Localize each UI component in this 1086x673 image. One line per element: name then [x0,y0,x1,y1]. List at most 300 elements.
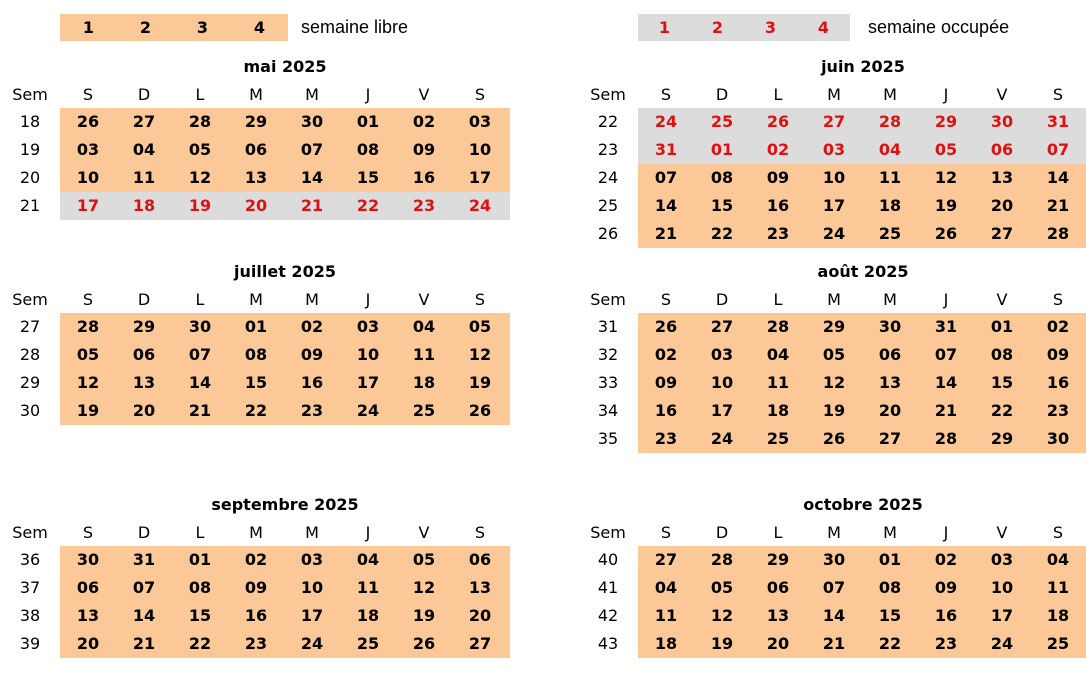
day-cell: 29 [132,317,156,336]
day-cell: 07 [1046,140,1070,159]
day-cell: 12 [412,578,436,597]
day-cell: 27 [710,317,734,336]
day-cell: 08 [710,168,734,187]
week-row [578,192,1086,220]
week-number: 42 [597,606,619,625]
day-header: M [883,85,897,104]
day-cell: 29 [822,317,846,336]
day-cell: 20 [244,196,268,215]
week-row [578,546,1086,574]
day-header: D [715,85,729,104]
week-row [578,313,1086,341]
week-column-header: Sem [12,290,48,309]
day-cell: 03 [468,112,492,131]
week-number: 23 [597,140,619,159]
day-cell: 03 [822,140,846,159]
day-cell: 16 [934,606,958,625]
day-cell: 25 [1046,634,1070,653]
day-cell: 31 [132,550,156,569]
day-cell: 13 [990,168,1014,187]
day-cell: 21 [654,224,678,243]
day-cell: 02 [934,550,958,569]
day-cell: 30 [300,112,324,131]
day-cell: 31 [934,317,958,336]
week-number: 41 [597,578,619,597]
day-cell: 23 [654,429,678,448]
day-cell: 06 [878,345,902,364]
day-cell: 19 [934,196,958,215]
day-cell: 04 [766,345,790,364]
day-cell: 05 [822,345,846,364]
day-cell: 24 [300,634,324,653]
day-header: S [1052,290,1064,309]
day-cell: 18 [766,401,790,420]
day-header: S [1052,523,1064,542]
day-cell: 16 [766,196,790,215]
day-header: V [996,523,1008,542]
day-cell: 22 [356,196,380,215]
day-cell: 26 [468,401,492,420]
week-row [0,108,510,136]
day-cell: 19 [822,401,846,420]
day-cell: 10 [356,345,380,364]
day-cell: 30 [878,317,902,336]
day-header: L [195,523,205,542]
week-number: 31 [597,317,619,336]
day-cell: 27 [990,224,1014,243]
day-cell: 30 [822,550,846,569]
day-cell: 08 [356,140,380,159]
day-cell: 10 [468,140,492,159]
day-cell: 11 [1046,578,1070,597]
day-header-row [578,81,1086,109]
day-header: J [365,290,371,309]
day-cell: 11 [878,168,902,187]
day-cell: 28 [878,112,902,131]
day-cell: 17 [990,606,1014,625]
week-days-free [638,574,1086,602]
day-cell: 01 [878,550,902,569]
day-cell: 22 [990,401,1014,420]
legend-free-label: semaine libre [301,17,409,37]
week-row [578,108,1086,136]
day-cell: 20 [468,606,492,625]
day-cell: 11 [766,373,790,392]
week-number: 40 [597,550,619,569]
day-cell: 31 [1046,112,1070,131]
day-cell: 07 [132,578,156,597]
day-cell: 22 [244,401,268,420]
week-days-free [60,546,510,574]
day-cell: 14 [654,196,678,215]
day-cell: 23 [766,224,790,243]
day-header: M [883,290,897,309]
day-cell: 12 [934,168,958,187]
day-cell: 14 [188,373,212,392]
day-cell: 15 [188,606,212,625]
day-cell: 12 [76,373,100,392]
day-cell: 27 [468,634,492,653]
legend-busy-label: semaine occupée [868,17,1010,37]
day-header: V [418,290,430,309]
day-cell: 24 [468,196,492,215]
day-cell: 02 [766,140,790,159]
week-row [0,313,510,341]
day-cell: 13 [468,578,492,597]
day-cell: 18 [412,373,436,392]
week-row [0,136,510,164]
day-header: V [996,85,1008,104]
day-cell: 01 [244,317,268,336]
day-cell: 27 [822,112,846,131]
day-cell: 15 [244,373,268,392]
day-header: S [660,290,672,309]
day-header: D [715,523,729,542]
week-row [0,192,510,220]
day-cell: 11 [356,578,380,597]
week-row [578,630,1086,658]
week-days-busy [638,108,1086,136]
week-row [578,602,1086,630]
day-cell: 12 [468,345,492,364]
day-cell: 02 [244,550,268,569]
day-header: S [474,290,486,309]
day-cell: 03 [300,550,324,569]
day-header: J [365,523,371,542]
day-cell: 09 [1046,345,1070,364]
week-row [0,341,510,369]
legend-free-num: 2 [139,18,152,37]
day-header: V [418,85,430,104]
day-cell: 14 [822,606,846,625]
week-row [0,369,510,397]
day-cell: 21 [132,634,156,653]
day-cell: 06 [766,578,790,597]
week-days-busy [60,192,510,220]
day-header: M [305,290,319,309]
day-cell: 10 [76,168,100,187]
week-number: 27 [19,317,41,336]
day-cell: 28 [710,550,734,569]
day-cell: 07 [188,345,212,364]
week-number: 30 [19,401,41,420]
day-cell: 19 [710,634,734,653]
week-number: 25 [597,196,619,215]
week-days-free [638,313,1086,341]
day-cell: 26 [766,112,790,131]
day-header: M [249,290,263,309]
month-title: juillet 2025 [234,262,336,281]
day-header: D [137,523,151,542]
week-days-free [638,397,1086,425]
week-number: 43 [597,634,619,653]
day-cell: 24 [990,634,1014,653]
day-cell: 15 [710,196,734,215]
day-cell: 31 [654,140,678,159]
day-cell: 07 [654,168,678,187]
day-cell: 15 [878,606,902,625]
legend-busy-num: 2 [711,18,724,37]
day-cell: 30 [188,317,212,336]
day-cell: 03 [710,345,734,364]
week-days-free [60,108,510,136]
day-cell: 27 [654,550,678,569]
day-cell: 05 [188,140,212,159]
day-header-row [0,81,508,109]
week-number: 34 [597,401,619,420]
week-column-header: Sem [12,85,48,104]
week-column-header: Sem [590,85,626,104]
day-cell: 27 [132,112,156,131]
day-cell: 25 [710,112,734,131]
day-cell: 04 [132,140,156,159]
day-cell: 21 [822,634,846,653]
day-header: J [943,85,949,104]
day-cell: 19 [188,196,212,215]
day-cell: 28 [188,112,212,131]
day-cell: 14 [934,373,958,392]
day-cell: 28 [766,317,790,336]
day-cell: 20 [878,401,902,420]
day-cell: 06 [132,345,156,364]
day-header-row [578,519,1086,547]
week-number: 18 [19,112,41,131]
week-number: 33 [597,373,619,392]
day-cell: 30 [990,112,1014,131]
day-cell: 24 [822,224,846,243]
day-cell: 25 [878,224,902,243]
week-row [0,397,510,425]
week-days-free [638,164,1086,192]
week-row [0,602,510,630]
week-row [578,574,1086,602]
week-row [0,546,510,574]
day-cell: 11 [412,345,436,364]
day-cell: 01 [990,317,1014,336]
day-cell: 09 [934,578,958,597]
week-days-free [60,313,510,341]
day-cell: 18 [654,634,678,653]
day-cell: 17 [356,373,380,392]
day-header: M [827,85,841,104]
day-cell: 21 [1046,196,1070,215]
day-cell: 18 [132,196,156,215]
day-cell: 06 [990,140,1014,159]
day-cell: 24 [356,401,380,420]
day-cell: 22 [878,634,902,653]
week-number: 26 [597,224,619,243]
day-cell: 20 [132,401,156,420]
day-cell: 19 [76,401,100,420]
day-header: J [943,523,949,542]
day-cell: 03 [356,317,380,336]
week-column-header: Sem [12,523,48,542]
day-cell: 08 [878,578,902,597]
day-cell: 21 [934,401,958,420]
week-number: 24 [597,168,619,187]
day-cell: 18 [356,606,380,625]
day-cell: 29 [244,112,268,131]
day-cell: 23 [300,401,324,420]
day-cell: 17 [468,168,492,187]
day-header: M [249,85,263,104]
day-header: M [827,523,841,542]
week-row [0,574,510,602]
week-days-busy [638,136,1086,164]
day-cell: 24 [710,429,734,448]
day-header: M [305,85,319,104]
day-cell: 03 [76,140,100,159]
legend-busy-num: 4 [817,18,830,37]
day-cell: 28 [934,429,958,448]
day-cell: 02 [654,345,678,364]
day-cell: 21 [300,196,324,215]
week-days-free [638,192,1086,220]
day-cell: 04 [356,550,380,569]
day-cell: 02 [412,112,436,131]
day-cell: 15 [990,373,1014,392]
day-cell: 24 [654,112,678,131]
week-days-free [638,220,1086,248]
week-row [578,164,1086,192]
day-cell: 09 [300,345,324,364]
day-cell: 11 [654,606,678,625]
day-cell: 18 [1046,606,1070,625]
day-cell: 10 [990,578,1014,597]
day-cell: 08 [188,578,212,597]
week-days-free [60,397,510,425]
week-number: 36 [19,550,41,569]
day-cell: 07 [934,345,958,364]
day-cell: 19 [412,606,436,625]
day-cell: 13 [76,606,100,625]
month-title: septembre 2025 [211,495,359,514]
day-header-row [0,286,508,314]
week-days-free [60,136,510,164]
day-cell: 07 [300,140,324,159]
month-title: août 2025 [817,262,909,281]
week-row [578,397,1086,425]
day-cell: 05 [710,578,734,597]
day-header: S [82,523,94,542]
day-cell: 05 [76,345,100,364]
day-header: M [249,523,263,542]
day-cell: 05 [934,140,958,159]
week-row [0,164,510,192]
day-header: M [305,523,319,542]
day-cell: 22 [188,634,212,653]
week-column-header: Sem [590,290,626,309]
week-number: 32 [597,345,619,364]
day-cell: 12 [822,373,846,392]
day-cell: 15 [356,168,380,187]
day-cell: 13 [132,373,156,392]
day-cell: 26 [654,317,678,336]
day-header: J [365,85,371,104]
day-cell: 10 [822,168,846,187]
day-header: S [1052,85,1064,104]
day-cell: 05 [412,550,436,569]
week-row [578,220,1086,248]
week-number: 19 [19,140,41,159]
day-header-row [578,286,1086,314]
legend-busy-num: 3 [764,18,777,37]
day-cell: 10 [710,373,734,392]
day-header: S [660,85,672,104]
week-number: 28 [19,345,41,364]
day-cell: 20 [76,634,100,653]
week-days-free [638,630,1086,658]
day-cell: 02 [300,317,324,336]
day-header: D [715,290,729,309]
legend-busy-num: 1 [658,18,671,37]
day-cell: 13 [878,373,902,392]
legend-busy-swatch [638,14,850,41]
day-cell: 30 [1046,429,1070,448]
week-row [578,369,1086,397]
day-cell: 13 [766,606,790,625]
day-cell: 20 [766,634,790,653]
week-days-free [638,602,1086,630]
day-cell: 23 [244,634,268,653]
week-number: 20 [19,168,41,187]
day-cell: 30 [76,550,100,569]
day-cell: 23 [934,634,958,653]
day-cell: 25 [766,429,790,448]
day-cell: 09 [654,373,678,392]
week-days-free [638,341,1086,369]
day-cell: 08 [990,345,1014,364]
day-cell: 26 [412,634,436,653]
week-days-free [60,164,510,192]
day-cell: 25 [412,401,436,420]
week-days-free [638,546,1086,574]
day-header: L [195,290,205,309]
day-cell: 01 [188,550,212,569]
day-cell: 27 [878,429,902,448]
day-cell: 10 [300,578,324,597]
day-cell: 17 [76,196,100,215]
day-header: L [195,85,205,104]
day-cell: 14 [132,606,156,625]
day-cell: 14 [300,168,324,187]
day-header: S [474,85,486,104]
day-cell: 04 [412,317,436,336]
day-header: S [82,290,94,309]
day-cell: 16 [654,401,678,420]
day-cell: 04 [654,578,678,597]
week-days-free [638,425,1086,453]
day-cell: 04 [878,140,902,159]
week-days-free [638,369,1086,397]
week-days-free [60,341,510,369]
day-header: L [773,85,783,104]
day-header: V [418,523,430,542]
day-header: D [137,85,151,104]
day-cell: 26 [76,112,100,131]
week-row [0,630,510,658]
week-row [578,341,1086,369]
day-cell: 08 [244,345,268,364]
legend-free-num: 4 [253,18,266,37]
month-title: mai 2025 [243,57,327,76]
week-days-free [60,602,510,630]
month-title: octobre 2025 [803,495,923,514]
day-cell: 18 [878,196,902,215]
day-header-row [0,519,508,547]
day-cell: 05 [468,317,492,336]
day-cell: 09 [244,578,268,597]
